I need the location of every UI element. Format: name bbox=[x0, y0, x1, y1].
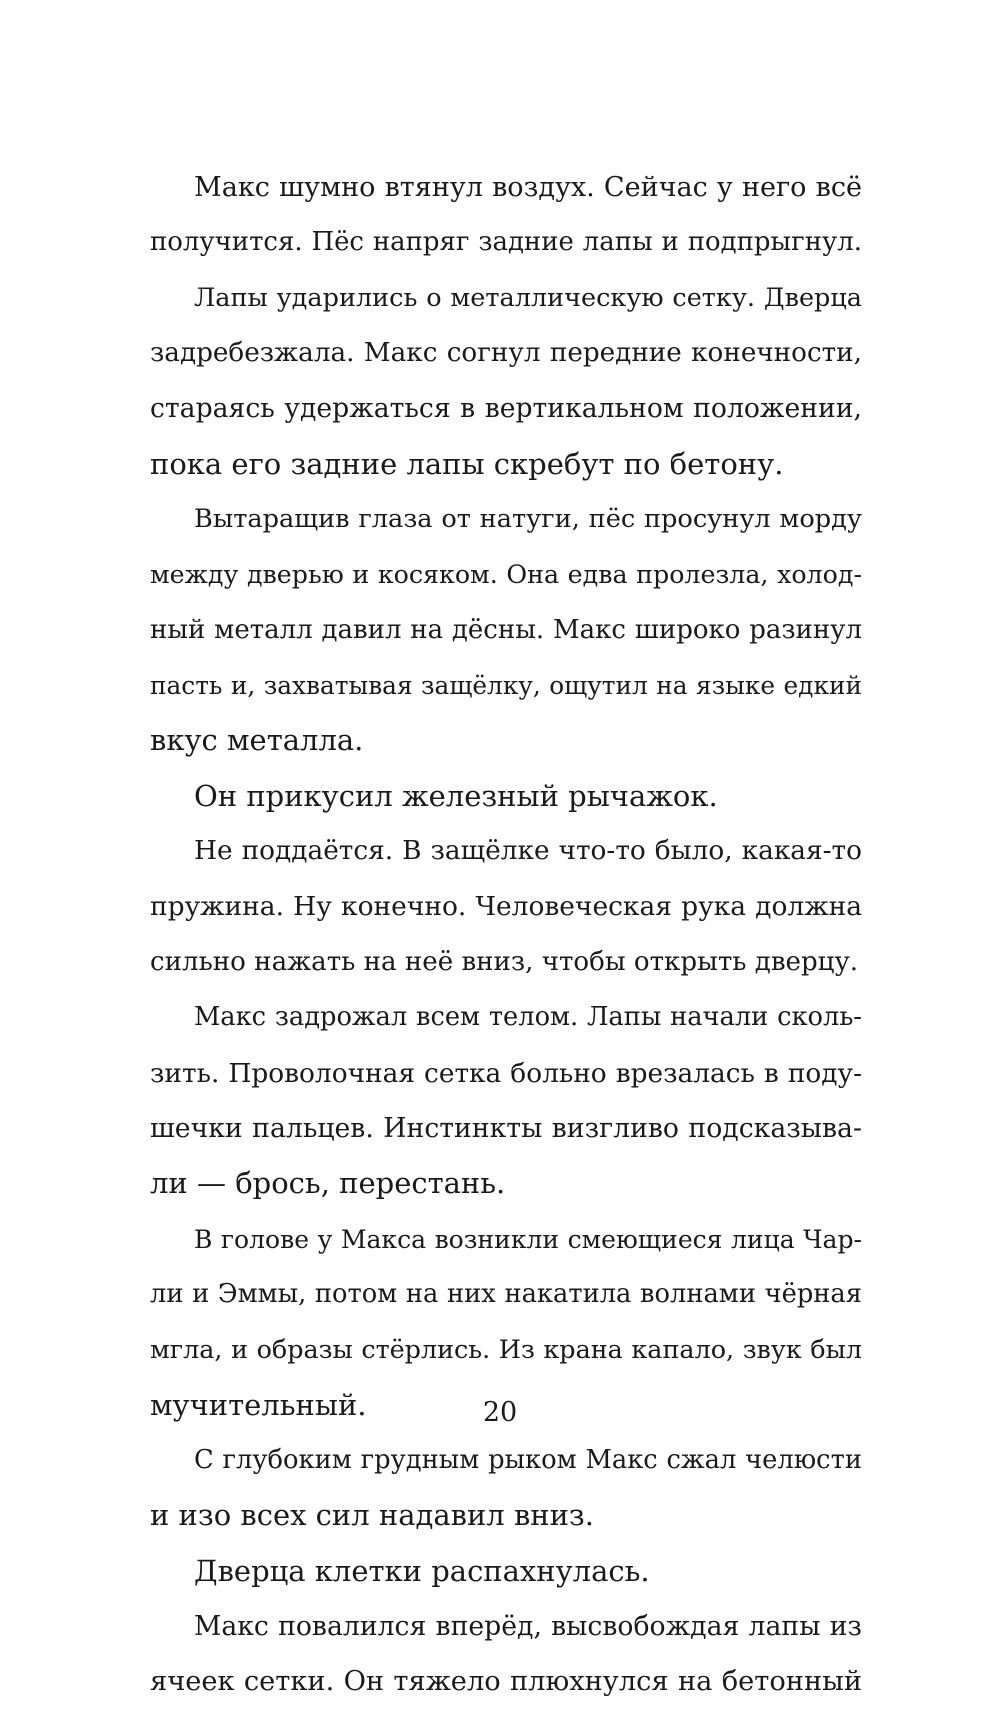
text-line: и изо всех сил надавил вниз. bbox=[150, 1498, 594, 1533]
text-line: пружина. Ну конечно. Человеческая рука должна bbox=[150, 891, 862, 923]
text-line: получится. Пёс напряг задние лапы и подпрыгнул. bbox=[150, 227, 862, 258]
text-line: Макс задрожал всем телом. Лапы начали сколь- bbox=[194, 1002, 862, 1033]
text-line: вкус металла. bbox=[150, 723, 364, 758]
text-line: Макс шумно втянул воздух. Сейчас у него всё bbox=[194, 172, 862, 203]
text-line: Вытаращив глаза от натуги, пёс просунул морду bbox=[194, 504, 862, 535]
text-line: ячеек сетки. Он тяжело плюхнулся на бетонный bbox=[150, 1666, 862, 1698]
text-line: стараясь удержаться в вертикальном положении, bbox=[150, 393, 862, 425]
text-line: мучительный. bbox=[150, 1387, 367, 1422]
text-line: между дверью и косяком. Она едва пролезла, холод- bbox=[150, 560, 862, 590]
text-line: задребезжала. Макс согнул передние конечности, bbox=[150, 338, 862, 369]
page-number: 20 bbox=[482, 1397, 518, 1428]
text-line: сильно нажать на неё вниз, чтобы открыть дверцу. bbox=[150, 946, 859, 977]
text-line: ли — брось, перестань. bbox=[150, 1166, 506, 1201]
text-line: зить. Проволочная сетка больно врезалась в поду- bbox=[150, 1057, 862, 1089]
text-line: пока его задние лапы скребут по бетону. bbox=[150, 446, 784, 481]
text-line: В голове у Макса возникли смеющиеся лица Чар- bbox=[194, 1224, 862, 1254]
text-line: шечки пальцев. Инстинкты визгливо подсказыва- bbox=[150, 1112, 862, 1144]
text-line: мгла, и образы стёрлись. Из крана капало, звук был bbox=[150, 1334, 862, 1365]
body-text bbox=[150, 160, 862, 1710]
text-line: пасть и, захватывая защёлку, ощутил на языке едкий bbox=[150, 671, 862, 701]
text-line: ли и Эммы, потом на них накатила волнами чёрная bbox=[150, 1278, 862, 1309]
text-line: Дверца клетки распахнулась. bbox=[194, 1553, 650, 1588]
text-line: Он прикусил железный рычажок. bbox=[194, 778, 718, 813]
text-line: С глубоким грудным рыком Макс сжал челюсти bbox=[194, 1444, 862, 1475]
text-line: ный металл давил на дёсны. Макс широко разинул bbox=[150, 614, 862, 645]
text-line: Лапы ударились о металлическую сетку. Дверца bbox=[194, 282, 862, 313]
text-line: Не поддаётся. В защёлке что-то было, какая-то bbox=[194, 836, 862, 867]
text-line: Макс повалился вперёд, высвобождая лапы из bbox=[194, 1610, 862, 1642]
